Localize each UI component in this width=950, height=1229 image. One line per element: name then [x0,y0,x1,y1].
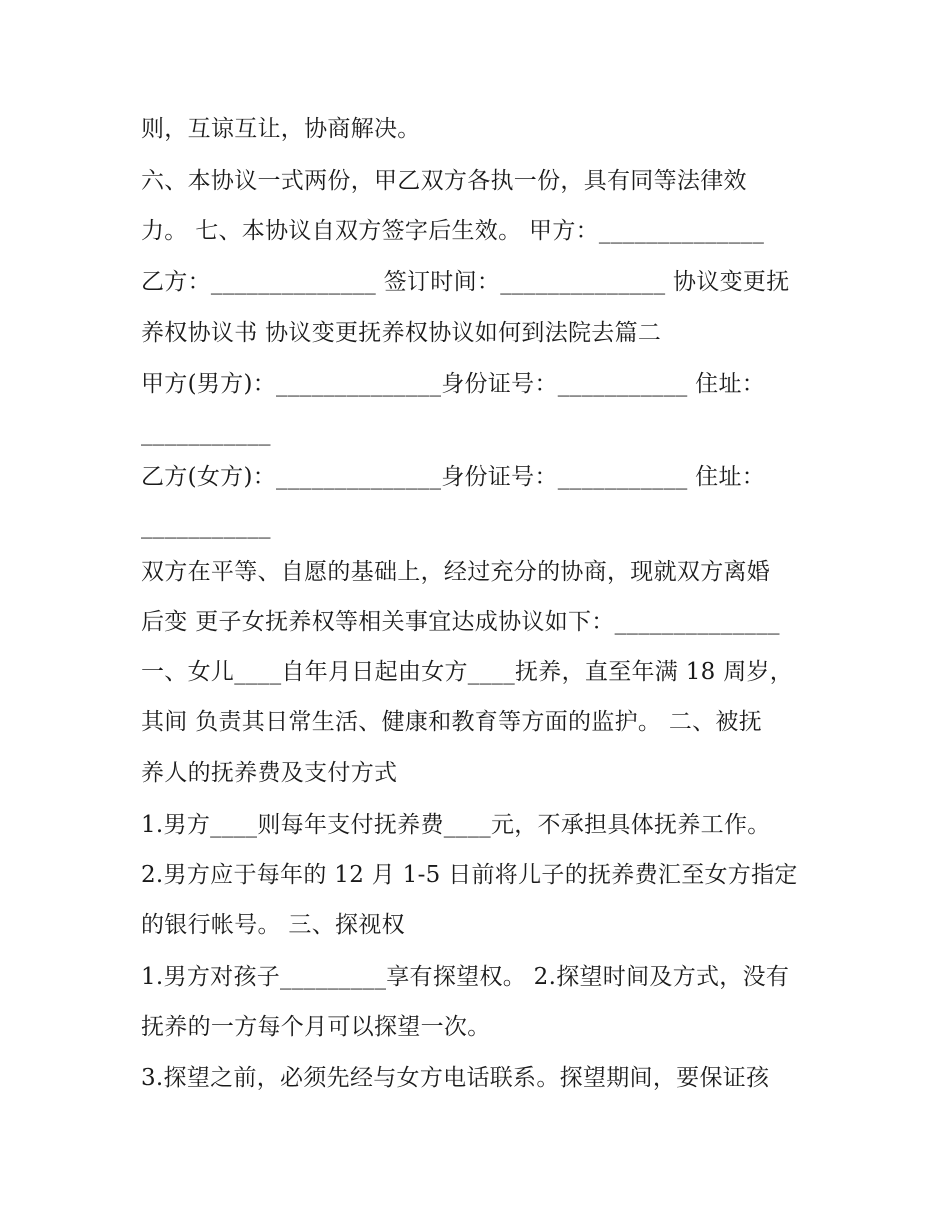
text-line: 抚养的一方每个月可以探望一次。 [141,1014,491,1040]
text-line: ___________ [141,513,271,539]
text-line: 的银行帐号。 三、探视权 [141,912,405,938]
text-line: 养权协议书 协议变更抚养权协议如何到法院去篇二 [141,320,662,346]
text-line: 一、女儿____自年月日起由女方____抚养，直至年满 18 周岁， [141,659,794,685]
text-line: 甲方(男方)：______________身份证号：___________ 住址： [141,371,766,397]
text-line: 3.探望之前，必须先经与女方电话联系。探望期间，要保证孩 [141,1065,770,1091]
text-line: 养人的抚养费及支付方式 [141,760,398,786]
text-line: ___________ [141,420,271,446]
text-line: 六、本协议一式两份，甲乙双方各执一份，具有同等法律效 [141,168,747,194]
text-line: 乙方：______________ 签订时间：______________ 协议变更抚 [141,269,790,295]
text-line: 力。 七、本协议自双方签字后生效。 甲方：______________ [141,218,765,244]
text-line: 乙方(女方)：______________身份证号：___________ 住址： [141,464,766,490]
text-line: 1.男方____则每年支付抚养费____元，不承担具体抚养工作。 [141,812,771,838]
text-line: 双方在平等、自愿的基础上，经过充分的协商，现就双方离婚 [141,559,771,585]
text-line: 后变 更子女抚养权等相关事宜达成协议如下：______________ [141,609,780,635]
text-line: 1.男方对孩子_________享有探望权。 2.探望时间及方式，没有 [141,964,790,990]
text-line: 其间 负责其日常生活、健康和教育等方面的监护。 二、被抚 [141,709,763,735]
text-line: 2.男方应于每年的 12 月 1-5 日前将儿子的抚养费汇至女方指定 [141,862,798,888]
text-line: 则，互谅互让，协商解决。 [141,116,421,142]
